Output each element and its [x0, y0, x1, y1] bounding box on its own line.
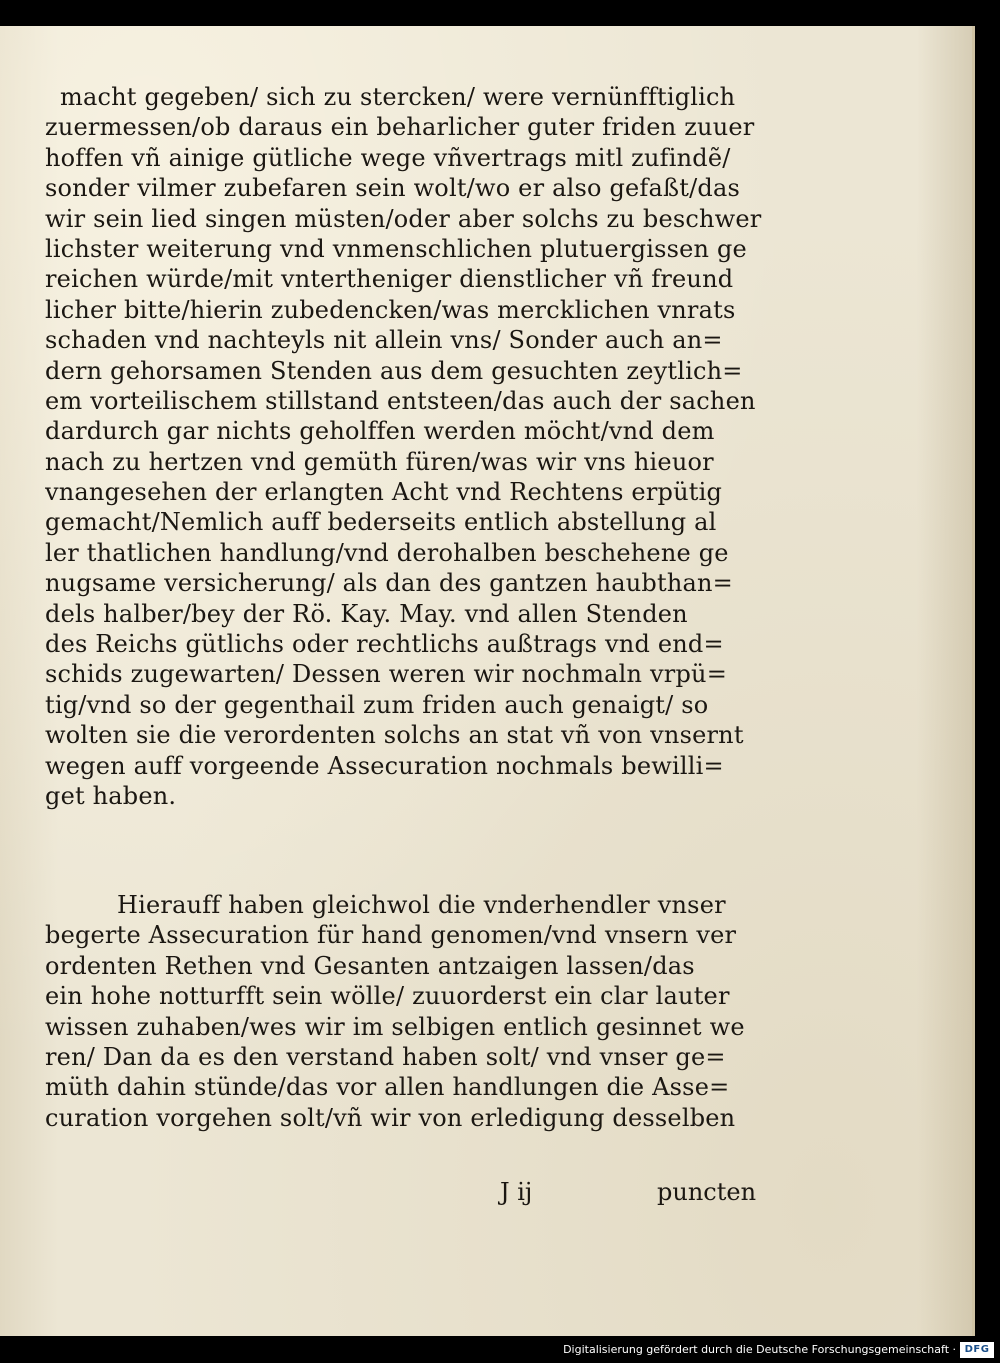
signature-line [45, 1176, 805, 1208]
page-edge [972, 26, 975, 1336]
text-line: curation vorgehen solt/vñ wir von erledigung desselben [45, 1103, 736, 1132]
text-line: dels halber/bey der Rö. Kay. May. vnd allen Stenden [45, 599, 688, 628]
text-line: wegen auff vorgeende Assecuration nochmals bewilli= [45, 751, 724, 780]
text-line: hoffen vñ ainige gütliche wege vñvertrags mitl zufindẽ/ [45, 143, 731, 172]
text-line: ein hohe notturfft sein wölle/ zuuorderst ein clar lauter [45, 982, 730, 1011]
text-line: wolten sie die verordenten solchs an stat vñ von vnsernt [45, 721, 744, 750]
text-line: ren/ Dan da es den verstand haben solt/ vnd vnser ge= [45, 1042, 726, 1071]
text-line: em vorteilischem stillstand entsteen/das auch der sachen [45, 386, 756, 415]
text-line: dardurch gar nichts geholffen werden möcht/vnd dem [45, 417, 715, 446]
text-line: zuermessen/ob daraus ein beharlicher guter friden zuuer [45, 113, 755, 142]
text-line: dern gehorsamen Stenden aus dem gesuchten zeytlich= [45, 356, 743, 385]
catchword: puncten [657, 1178, 757, 1206]
text-line: Hierauff haben gleichwol die vnderhendler vnser [117, 891, 726, 919]
text-line: müth dahin stünde/das vor allen handlungen die Asse= [45, 1073, 730, 1102]
book-page [0, 26, 975, 1336]
funding-credit: Digitalisierung gefördert durch die Deutsche Forschungsgemeinschaft · [563, 1343, 956, 1356]
text-line: ler thatlichen handlung/vnd derohalben beschehene ge [45, 538, 729, 567]
text-line: des Reichs gütlichs oder rechtlichs außtrags vnd end= [45, 630, 724, 659]
text-line: get haben. [45, 781, 177, 810]
text-line: begerte Assecuration für hand genomen/vnd vnsern ver [45, 921, 737, 950]
text-line: macht gegeben/ sich zu stercken/ were vernünfftiglich [60, 83, 736, 111]
signature-mark: J ij [500, 1178, 533, 1206]
paragraph-2 [45, 890, 805, 1133]
text-line: wir sein lied singen müsten/oder aber solchs zu beschwer [45, 204, 762, 233]
dfg-logo: DFG [960, 1342, 994, 1358]
text-line: nach zu hertzen vnd gemüth füren/was wir vns hieuor [45, 447, 714, 476]
text-line: licher bitte/hierin zubedencken/was mercklichen vnrats [45, 295, 736, 324]
text-line: reichen würde/mit vntertheniger dienstlicher vñ freund [45, 265, 734, 294]
text-line: nugsame versicherung/ als dan des gantzen haubthan= [45, 569, 733, 598]
paragraph-1 [45, 82, 805, 811]
text-line: schids zugewarten/ Dessen weren wir nochmaln vrpü= [45, 660, 727, 689]
text-line: lichster weiterung vnd vnmenschlichen plutuergissen ge [45, 234, 747, 263]
text-line: sonder vilmer zubefaren sein wolt/wo er also gefaßt/das [45, 174, 740, 203]
text-line: vnangesehen der erlangten Acht vnd Rechtens erpütig [45, 478, 723, 507]
text-line: tig/vnd so der gegenthail zum friden auch genaigt/ so [45, 690, 709, 719]
text-line: schaden vnd nachteyls nit allein vns/ Sonder auch an= [45, 326, 723, 355]
text-line: gemacht/Nemlich auff bederseits entlich abstellung al [45, 508, 717, 537]
text-line: wissen zuhaben/wes wir im selbigen entlich gesinnet we [45, 1012, 745, 1041]
text-line: ordenten Rethen vnd Gesanten antzaigen lassen/das [45, 951, 695, 980]
